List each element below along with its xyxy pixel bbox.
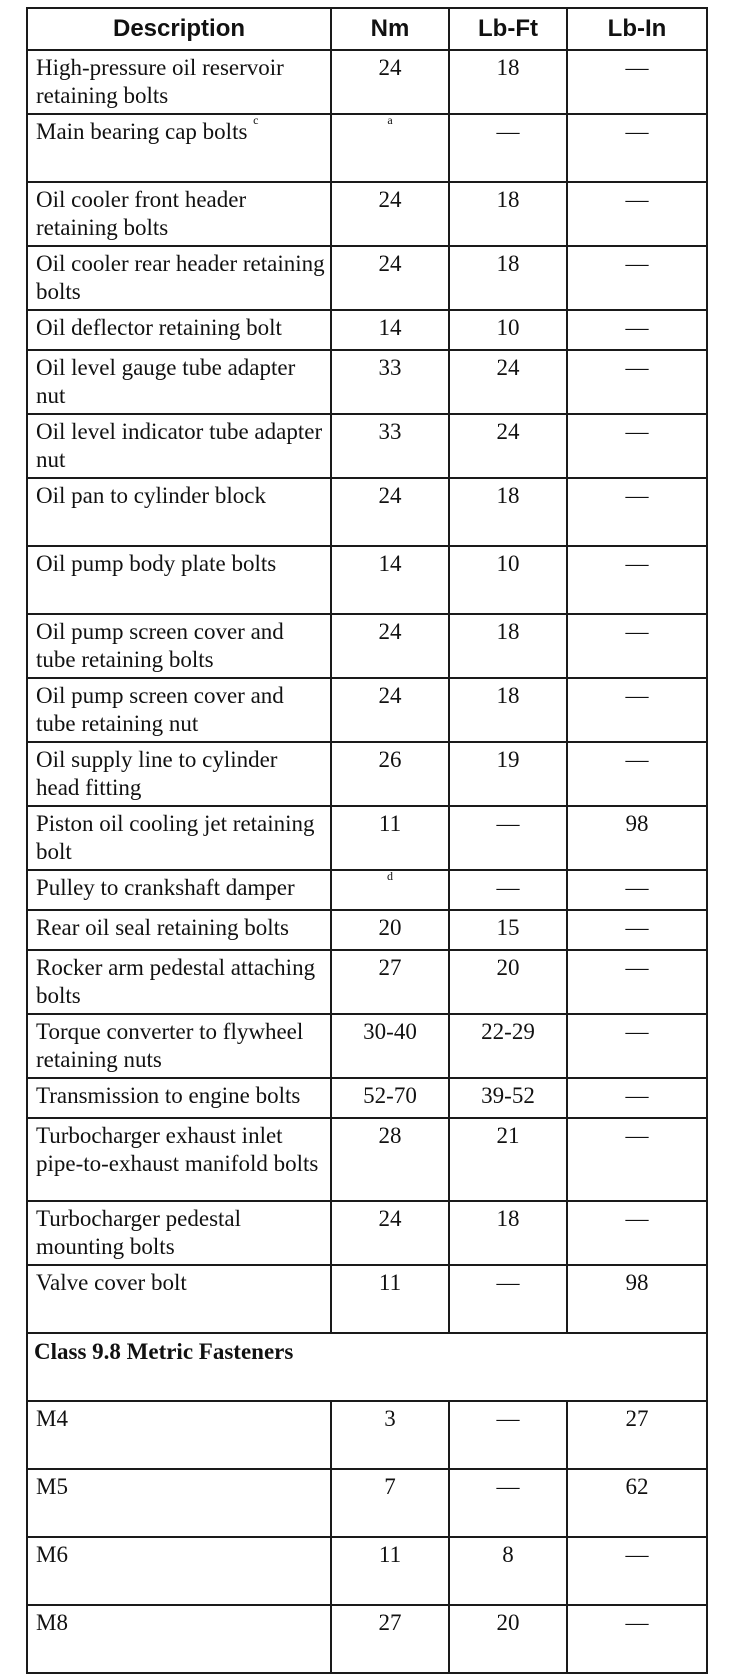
lbft-cell: — (449, 870, 567, 910)
table-row (27, 910, 707, 950)
lbft-cell: 39-52 (449, 1078, 567, 1118)
lbin-cell: — (567, 1201, 707, 1265)
table-row (27, 1201, 707, 1265)
description-cell: Valve cover bolt (27, 1265, 331, 1333)
nm-cell: 3 (331, 1401, 449, 1469)
table-body (27, 50, 707, 1673)
nm-cell: 24 (331, 614, 449, 678)
header-lbin: Lb-In (567, 8, 707, 50)
lbft-cell: 21 (449, 1118, 567, 1201)
nm-cell: 24 (331, 246, 449, 310)
lbin-cell: 27 (567, 1401, 707, 1469)
lbin-cell: — (567, 114, 707, 182)
table-row (27, 1078, 707, 1118)
lbin-cell: — (567, 1605, 707, 1673)
nm-cell: 24 (331, 1201, 449, 1265)
description-cell: Turbocharger exhaust inlet pipe-to-exhaust manifold bolts (27, 1118, 331, 1201)
description-text: Main bearing cap bolts (36, 119, 248, 144)
torque-spec-table (26, 7, 708, 1674)
description-cell: Transmission to engine bolts (27, 1078, 331, 1118)
nm-cell: 52-70 (331, 1078, 449, 1118)
description-cell: Oil pump screen cover and tube retaining nut (27, 678, 331, 742)
description-cell: Oil level indicator tube adapter nut (27, 414, 331, 478)
description-cell: Rear oil seal retaining bolts (27, 910, 331, 950)
description-cell: Piston oil cooling jet retaining bolt (27, 806, 331, 870)
header-row (27, 8, 707, 50)
lbft-cell: 18 (449, 1201, 567, 1265)
table-row (27, 310, 707, 350)
lbft-cell: — (449, 1469, 567, 1537)
table-row (27, 546, 707, 614)
table-row (27, 1265, 707, 1333)
lbin-cell: 98 (567, 806, 707, 870)
nm-cell: 20 (331, 910, 449, 950)
header-lbft: Lb-Ft (449, 8, 567, 50)
nm-cell: 33 (331, 414, 449, 478)
table-row (27, 414, 707, 478)
description-cell: Rocker arm pedestal attaching bolts (27, 950, 331, 1014)
table-row (27, 1014, 707, 1078)
header-nm: Nm (331, 8, 449, 50)
table-row (27, 478, 707, 546)
footnote-marker: d (387, 869, 393, 883)
description-cell: High-pressure oil reservoir retaining bolts (27, 50, 331, 114)
table-row (27, 1401, 707, 1469)
lbin-cell: — (567, 414, 707, 478)
lbft-cell: 19 (449, 742, 567, 806)
nm-cell: 11 (331, 806, 449, 870)
nm-cell: 27 (331, 950, 449, 1014)
lbft-cell: — (449, 1401, 567, 1469)
lbin-cell: — (567, 310, 707, 350)
table-row (27, 614, 707, 678)
description-cell: Oil pan to cylinder block (27, 478, 331, 546)
lbin-cell: — (567, 1014, 707, 1078)
footnote-marker: c (253, 113, 259, 127)
lbin-cell: — (567, 1537, 707, 1605)
nm-cell: 7 (331, 1469, 449, 1537)
table-row (27, 1605, 707, 1673)
lbin-cell: — (567, 870, 707, 910)
nm-cell: 27 (331, 1605, 449, 1673)
description-cell: Oil pump screen cover and tube retaining bolts (27, 614, 331, 678)
description-cell: Oil supply line to cylinder head fitting (27, 742, 331, 806)
table-row (27, 742, 707, 806)
nm-cell: 30-40 (331, 1014, 449, 1078)
table-row (27, 1118, 707, 1201)
table-row (27, 1537, 707, 1605)
description-cell: Oil deflector retaining bolt (27, 310, 331, 350)
header-description: Description (27, 8, 331, 50)
table-row (27, 50, 707, 114)
nm-cell: 24 (331, 478, 449, 546)
table-row (27, 870, 707, 910)
description-cell: Turbocharger pedestal mounting bolts (27, 1201, 331, 1265)
lbft-cell: 18 (449, 50, 567, 114)
description-cell: Oil cooler rear header retaining bolts (27, 246, 331, 310)
lbft-cell: 10 (449, 310, 567, 350)
lbft-cell: 8 (449, 1537, 567, 1605)
nm-cell: 24 (331, 678, 449, 742)
description-cell: M8 (27, 1605, 331, 1673)
lbft-cell: 20 (449, 1605, 567, 1673)
lbin-cell: — (567, 182, 707, 246)
lbin-cell: — (567, 50, 707, 114)
description-cell: Oil cooler front header retaining bolts (27, 182, 331, 246)
description-cell: M6 (27, 1537, 331, 1605)
lbin-cell: — (567, 742, 707, 806)
nm-cell (331, 870, 449, 910)
nm-cell: 26 (331, 742, 449, 806)
nm-cell: 33 (331, 350, 449, 414)
description-cell: M5 (27, 1469, 331, 1537)
lbin-cell: 98 (567, 1265, 707, 1333)
lbft-cell: 20 (449, 950, 567, 1014)
table-row (27, 114, 707, 182)
description-cell: M4 (27, 1401, 331, 1469)
lbft-cell: 18 (449, 478, 567, 546)
table-row (27, 182, 707, 246)
description-cell (27, 114, 331, 182)
lbft-cell: 24 (449, 350, 567, 414)
lbft-cell: 18 (449, 678, 567, 742)
description-cell: Torque converter to flywheel retaining nuts (27, 1014, 331, 1078)
lbft-cell: 24 (449, 414, 567, 478)
lbft-cell: 15 (449, 910, 567, 950)
nm-cell: 24 (331, 182, 449, 246)
description-cell: Pulley to crankshaft damper (27, 870, 331, 910)
table-row (27, 678, 707, 742)
lbft-cell: 18 (449, 182, 567, 246)
lbin-cell: — (567, 678, 707, 742)
lbft-cell: — (449, 114, 567, 182)
section-header-row (27, 1333, 707, 1401)
section-title: Class 9.8 Metric Fasteners (27, 1333, 707, 1401)
nm-cell: 11 (331, 1265, 449, 1333)
nm-cell: 24 (331, 50, 449, 114)
nm-cell (331, 114, 449, 182)
description-cell: Oil pump body plate bolts (27, 546, 331, 614)
lbft-cell: — (449, 1265, 567, 1333)
nm-cell: 28 (331, 1118, 449, 1201)
lbin-cell: — (567, 1078, 707, 1118)
lbin-cell: — (567, 546, 707, 614)
lbin-cell: — (567, 910, 707, 950)
lbin-cell: — (567, 246, 707, 310)
lbft-cell: 18 (449, 246, 567, 310)
description-cell: Oil level gauge tube adapter nut (27, 350, 331, 414)
nm-cell: 14 (331, 546, 449, 614)
table-row (27, 806, 707, 870)
nm-cell: 11 (331, 1537, 449, 1605)
lbin-cell: 62 (567, 1469, 707, 1537)
lbin-cell: — (567, 1118, 707, 1201)
lbin-cell: — (567, 350, 707, 414)
lbft-cell: 18 (449, 614, 567, 678)
lbin-cell: — (567, 614, 707, 678)
lbin-cell: — (567, 478, 707, 546)
lbft-cell: 22-29 (449, 1014, 567, 1078)
lbin-cell: — (567, 950, 707, 1014)
table-row (27, 950, 707, 1014)
lbft-cell: 10 (449, 546, 567, 614)
lbft-cell: — (449, 806, 567, 870)
table-row (27, 246, 707, 310)
table-row (27, 350, 707, 414)
nm-cell: 14 (331, 310, 449, 350)
table-row (27, 1469, 707, 1537)
footnote-marker: a (387, 113, 393, 127)
